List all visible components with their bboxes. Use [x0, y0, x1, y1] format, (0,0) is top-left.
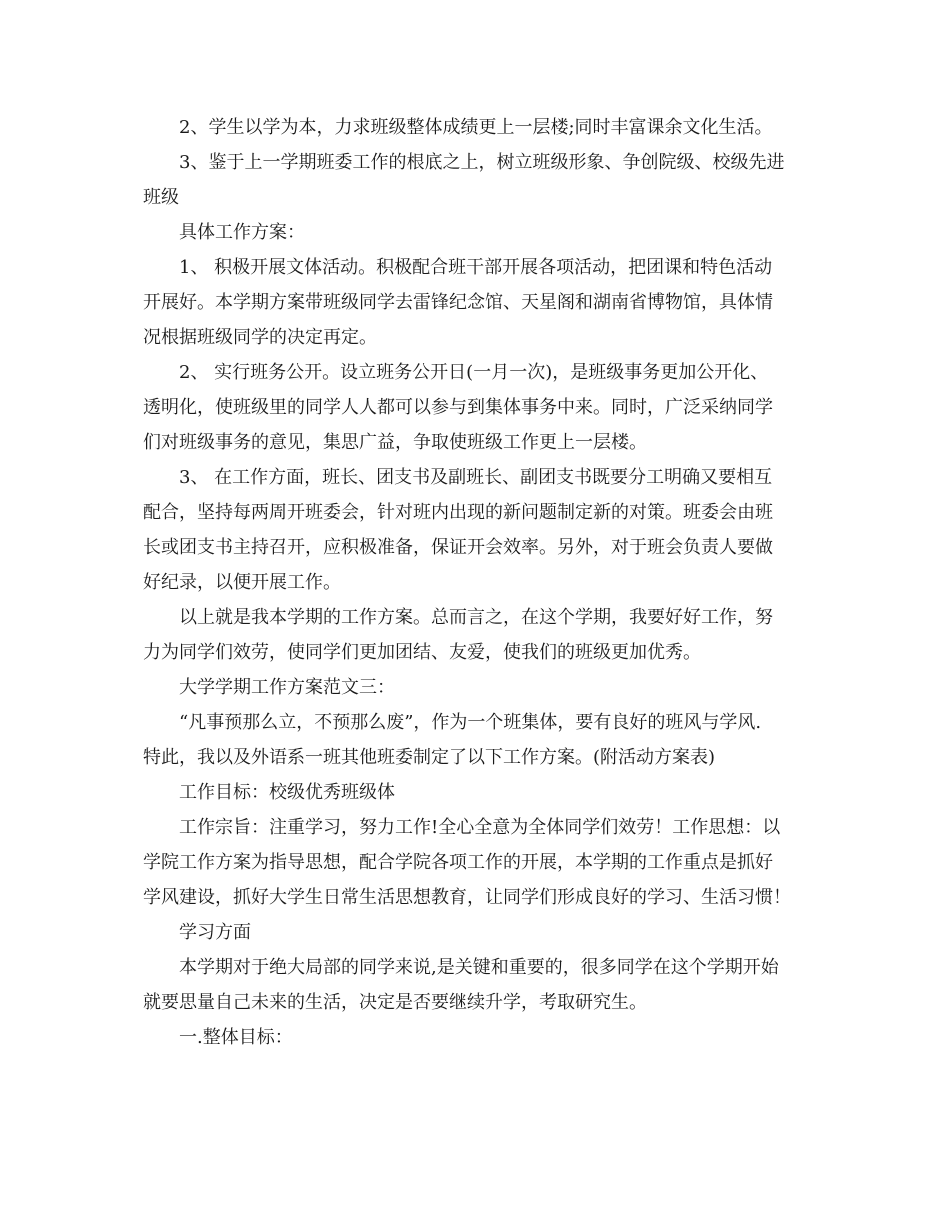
paragraph-line: 班级 [143, 187, 179, 208]
paragraph-line: 1、 积极开展文体活动。积极配合班干部开展各项活动，把团课和特色活动 [179, 257, 773, 278]
paragraph-line: 工作目标：校级优秀班级体 [179, 782, 395, 803]
section-heading: 学习方面 [179, 922, 251, 943]
paragraph-line: 特此，我以及外语系一班其他班委制定了以下工作方案。(附活动方案表) [143, 747, 716, 768]
paragraph-line: 长或团支书主持召开，应积极准备，保证开会效率。另外，对于班会负责人要做 [143, 537, 773, 558]
paragraph-line: 开展好。本学期方案带班级同学去雷锋纪念馆、天星阁和湖南省博物馆，具体情 [143, 292, 773, 313]
paragraph-line: 学风建设，抓好大学生日常生活思想教育，让同学们形成良好的学习、生活习惯！ [143, 887, 791, 908]
paragraph-line: 以上就是我本学期的工作方案。总而言之，在这个学期，我要好好工作，努 [179, 607, 773, 628]
paragraph-line: 本学期对于绝大局部的同学来说,是关键和重要的，很多同学在这个学期开始 [179, 957, 779, 978]
paragraph-line: 学院工作方案为指导思想，配合学院各项工作的开展，本学期的工作重点是抓好 [143, 852, 773, 873]
paragraph-line: 2、 实行班务公开。设立班务公开日(一月一次)，是班级事务更加公开化、 [179, 362, 769, 383]
section-heading: 具体工作方案： [179, 222, 305, 243]
paragraph-line: 2、学生以学为本，力求班级整体成绩更上一层楼;同时丰富课余文化生活。 [179, 117, 773, 138]
paragraph-line: 们对班级事务的意见，集思广益，争取使班级工作更上一层楼。 [143, 432, 647, 453]
paragraph-line: “凡事预那么立，不预那么废”，作为一个班集体，要有良好的班风与学风. [179, 712, 762, 733]
section-heading: 一.整体目标： [179, 1027, 293, 1048]
paragraph-line: 透明化，使班级里的同学人人都可以参与到集体事务中来。同时，广泛采纳同学 [143, 397, 773, 418]
section-heading: 大学学期工作方案范文三： [179, 677, 395, 698]
document-page [143, 110, 808, 1055]
paragraph-line: 3、 在工作方面，班长、团支书及副班长、副团支书既要分工明确又要相互 [179, 467, 773, 488]
paragraph-line: 工作宗旨：注重学习，努力工作!全心全意为全体同学们效劳！工作思想：以 [179, 817, 781, 838]
paragraph-line: 3、鉴于上一学期班委工作的根底之上，树立班级形象、争创院级、校级先进 [179, 152, 785, 173]
paragraph-line: 力为同学们效劳，使同学们更加团结、友爱，使我们的班级更加优秀。 [143, 642, 701, 663]
paragraph-line: 配合，坚持每两周开班委会，针对班内出现的新问题制定新的对策。班委会由班 [143, 502, 773, 523]
paragraph-line: 好纪录，以便开展工作。 [143, 572, 341, 593]
paragraph-line: 况根据班级同学的决定再定。 [143, 327, 377, 348]
paragraph-line: 就要思量自己未来的生活，决定是否要继续升学，考取研究生。 [143, 992, 647, 1013]
